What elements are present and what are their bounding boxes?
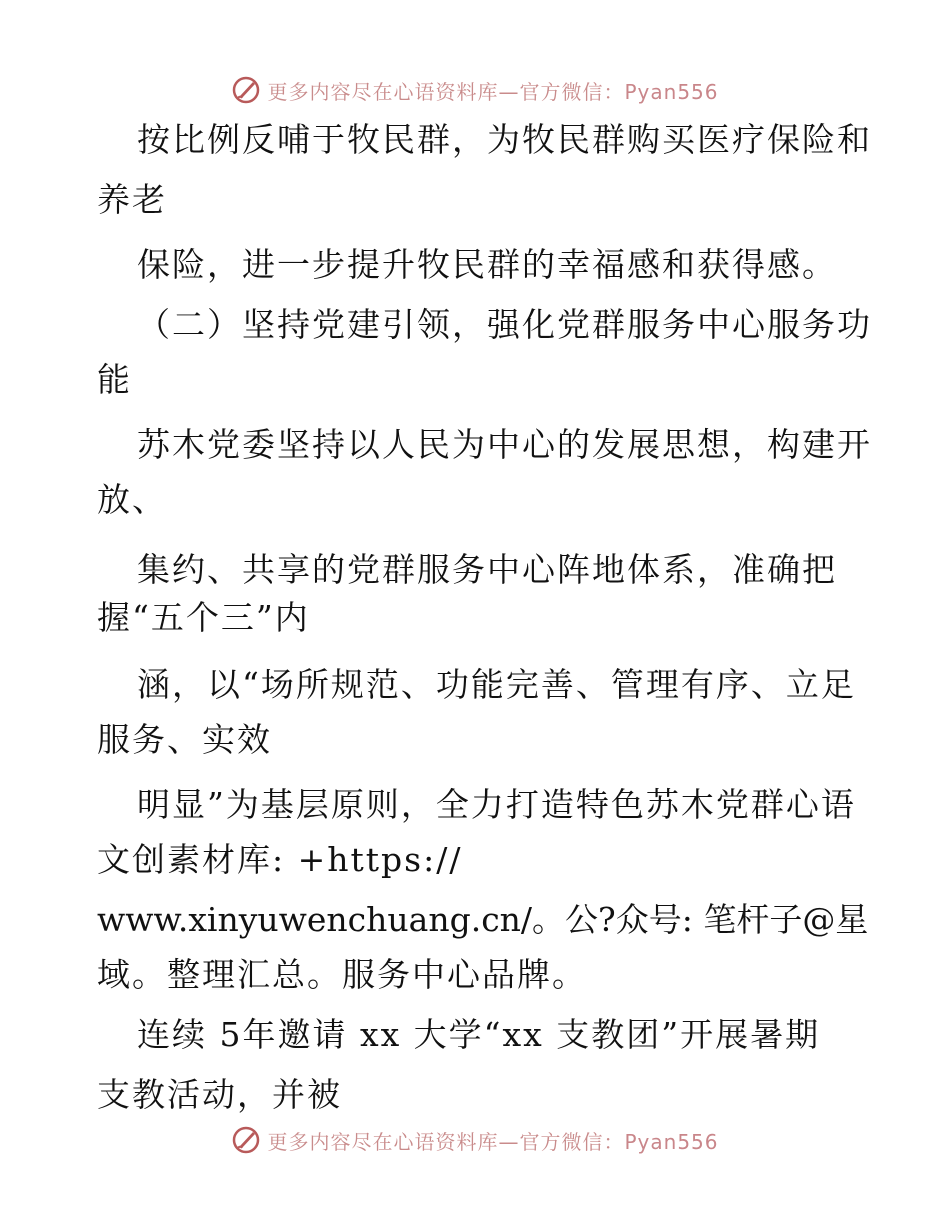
- text-line: 连续 5年邀请 xx 大学“xx 支教团”开展暑期: [137, 1015, 821, 1054]
- footer-watermark: [0, 1120, 950, 1160]
- text-line: 养老: [97, 180, 167, 219]
- text-line: 能: [97, 360, 132, 399]
- quill-seal-icon: [231, 1125, 261, 1155]
- text-line: 域。整理汇总。服务中心品牌。: [97, 955, 587, 994]
- text-line: （二）坚持党建引领，强化党群服务中心服务功: [137, 305, 872, 344]
- text-line: 涵，以“场所规范、功能完善、管理有序、立足: [137, 665, 856, 704]
- text-line: 放、: [97, 480, 167, 519]
- quill-seal-icon: [231, 75, 261, 105]
- watermark-text: 更多内容尽在心语资料库—官方微信：Pyan556: [267, 79, 719, 104]
- text-line: 支教活动，并被: [97, 1075, 342, 1114]
- text-line: 文创素材库: +https://: [97, 840, 463, 879]
- text-line: 苏木党委坚持以人民为中心的发展思想，构建开: [137, 425, 872, 464]
- watermark-text: 更多内容尽在心语资料库—官方微信：Pyan556: [267, 1129, 719, 1154]
- text-line: www.xinyuwenchuang.cn/。公?众号: 笔杆子@星: [97, 900, 869, 939]
- text-line: 集约、共享的党群服务中心阵地体系，准确把: [137, 550, 837, 589]
- text-line: 按比例反哺于牧民群，为牧民群购买医疗保险和: [137, 120, 872, 159]
- text-line: 保险，进一步提升牧民群的幸福感和获得感。: [137, 245, 837, 284]
- text-line: 明显”为基层原则，全力打造特色苏木党群心语: [137, 785, 856, 824]
- text-line: 握“五个三”内: [97, 598, 310, 637]
- header-watermark: [0, 70, 950, 110]
- text-line: 服务、实效: [97, 720, 272, 759]
